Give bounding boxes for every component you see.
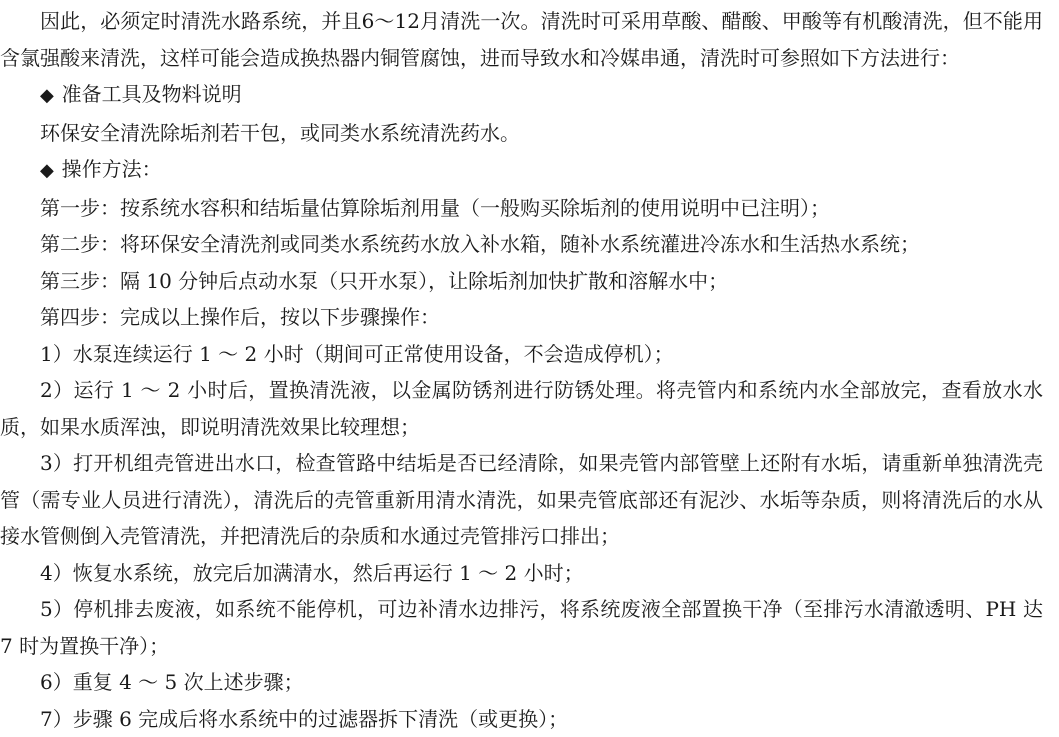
substep-3: 3）打开机组壳管进出水口，检查管路中结垢是否已经清除，如果壳管内部管壁上还附有水垢，请重新单独清洗壳管（需专业人员进行清洗），清洗后的壳管重新用清水清洗，如果壳管底部还有泥沙、水垢等杂质，则将清洗后的水从接水管侧倒入壳管清洗，并把清洗后的杂质和水通过壳管排污口排出； (0, 445, 1043, 555)
substep-5: 5）停机排去废液，如系统不能停机，可边补清水边排污，将系统废液全部置换干净（至排污水清澈透明、PH 达 7 时为置换干净）； (0, 591, 1043, 664)
tools-heading: 准备工具及物料说明 (62, 82, 242, 106)
diamond-bullet-icon: ◆ (40, 78, 62, 115)
step-2: 第二步：将环保安全清洗剂或同类水系统药水放入补水箱，随补水系统灌进冷冻水和生活热水系统； (0, 226, 1043, 263)
step-3: 第三步：隔 10 分钟后点动水泵（只开水泵），让除垢剂加快扩散和溶解水中； (0, 263, 1043, 300)
method-heading-line (0, 151, 1043, 190)
diamond-bullet-icon: ◆ (40, 153, 62, 190)
tools-text: 环保安全清洗除垢剂若干包，或同类水系统清洗药水。 (0, 115, 1043, 152)
step-1: 第一步：按系统水容积和结垢量估算除垢剂用量（一般购买除垢剂的使用说明中已注明）； (0, 190, 1043, 227)
substep-6: 6）重复 4 ～ 5 次上述步骤； (0, 664, 1043, 701)
substep-1: 1）水泵连续运行 1 ～ 2 小时（期间可正常使用设备，不会造成停机）； (0, 336, 1043, 373)
substep-4: 4）恢复水系统，放完后加满清水，然后再运行 1 ～ 2 小时； (0, 555, 1043, 592)
substep-2: 2）运行 1 ～ 2 小时后，置换清洗液，以金属防锈剂进行防锈处理。将壳管内和系统内水全部放完，查看放水水质，如果水质浑浊，即说明清洗效果比较理想； (0, 372, 1043, 445)
method-heading: 操作方法： (62, 157, 162, 181)
intro-paragraph: 因此，必须定时清洗水路系统，并且6～12月清洗一次。清洗时可采用草酸、醋酸、甲酸等有机酸清洗，但不能用含氯强酸来清洗，这样可能会造成换热器内铜管腐蚀，进而导致水和冷媒串通，清洗时可参照如下方法进行： (0, 3, 1043, 76)
tools-heading-line (0, 76, 1043, 115)
step-4: 第四步：完成以上操作后，按以下步骤操作： (0, 299, 1043, 336)
substep-7: 7）步骤 6 完成后将水系统中的过滤器拆下清洗（或更换）； (0, 701, 1043, 737)
